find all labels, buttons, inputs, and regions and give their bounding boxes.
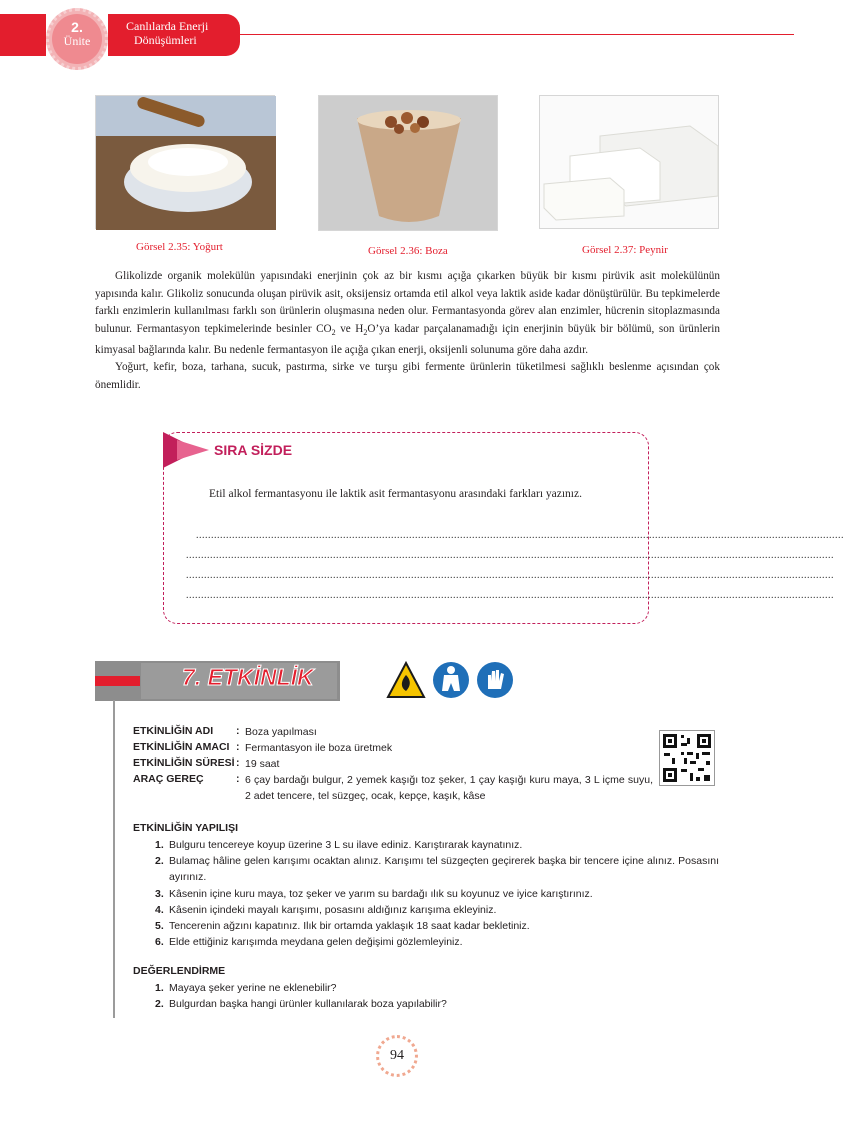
activity-title: 7. ETKİNLİK [182, 664, 314, 690]
unit-badge [52, 14, 102, 64]
answer-line[interactable]: ........................................................................................................................................................................................................................ [186, 550, 834, 561]
steps-heading: ETKİNLİĞİN YAPILIŞI [133, 822, 239, 834]
figure-caption-boza: Görsel 2.36: Boza [368, 245, 448, 257]
steps-list [133, 837, 719, 950]
boza-glass-icon [319, 96, 499, 232]
chapter-title-line2: Dönüşümleri [134, 33, 197, 47]
list-item: 5. Tencerenin ağzını kapatınız. Ilık bir ortamda yaklaşık 18 saat kadar bekletiniz. [155, 920, 530, 933]
activity-side-rule [113, 700, 115, 1018]
unit-label: Ünite [63, 34, 91, 48]
activity-name-value: Boza yapılması [245, 726, 317, 738]
figure-caption-yogurt: Görsel 2.35: Yoğurt [136, 241, 223, 253]
sira-sizde-question: Etil alkol fermantasyonu ile laktik asit fermantasyonu arasındaki farkları yazınız. [209, 488, 582, 500]
body-text [95, 268, 720, 394]
page-number: 94 [376, 1035, 418, 1077]
answer-line[interactable]: ........................................................................................................................................................................................................................ [196, 530, 844, 541]
protective-gloves-icon [476, 661, 514, 699]
cheese-image [539, 95, 719, 229]
activity-tools-value: 6 çay bardağı bulgur, 2 yemek kaşığı toz şeker, 1 çay kaşığı kuru maya, 3 L içme suyu, 2 adet tencere, tel süzgeç, ocak, kepçe, kaşık, kâse [245, 774, 653, 802]
evaluation-heading: DEĞERLENDİRME [133, 965, 226, 977]
activity-tools-label: ARAÇ GEREÇ [133, 773, 204, 785]
paragraph-2: Yoğurt, kefir, boza, tarhana, sucuk, pastırma, sirke ve turşu gibi fermente ürünlerin tüketilmesi sağlıklı beslenme açısından çok önemlidir. [95, 361, 720, 391]
activity-purpose-value: Fermantasyon ile boza üretmek [245, 742, 393, 754]
answer-line[interactable]: ........................................................................................................................................................................................................................ [186, 590, 834, 601]
list-item: 1. Mayaya şeker yerine ne eklenebilir? [155, 982, 337, 994]
boza-image [318, 95, 498, 231]
paragraph-1: Glikolizde organik molekülün yapısındaki enerjinin çok az bir kısmı açığa çıkarken büyük bir kısmı pirüvik asit molekülünün yapısında kalır. Glikoliz sonucunda oluşan pirüvik asit, oksijensiz ortamda etil alkol veya laktik aside kadar dönüştürülür. Bu tepkimelerde farklı enzimlerin kullanılması farklı son ürünlerin oluşmasına neden olur. Fermantasyonda görev alan enzimler, hücrenin sitoplazmasında bulunur. Fermantasyon tepkimelerinde besinler $CO_2$ ve $H_2O’ya$ kadar parçalanamadığı için enerjinin büyük bir bölümü, son ürünlerin kimyasal bağlarında kalır. Bu nedenle fermantasyon ile açığa çıkan enerji, oksijenli solunuma göre daha azdır. [95, 270, 720, 356]
protective-suit-icon [432, 661, 470, 699]
chapter-title-line1: Canlılarda Enerji [126, 19, 209, 33]
answer-line[interactable]: ........................................................................................................................................................................................................................ [186, 570, 834, 581]
list-item: 4. Kâsenin içindeki mayalı karışımı, posasını aldığınız karışıma ekleyiniz. [155, 903, 497, 916]
activity-duration-value: 19 saat [245, 758, 280, 770]
flammable-warning-icon [386, 661, 426, 699]
yogurt-image [95, 95, 275, 229]
header-rule [240, 34, 794, 35]
list-item: 6. Elde ettiğiniz karışımda meydana gelen değişimi gözlemleyiniz. [155, 936, 463, 949]
list-item: 2. Bulamaç hâline gelen karışımı ocaktan alınız. Karışımı tel süzgeçten geçirerek başka bir tencere içine alınız. Posasını ayırınız. [155, 855, 719, 884]
yogurt-bowl-icon [96, 96, 276, 230]
list-item: 1. Bulguru tencereye koyup üzerine 3 L su ilave ediniz. Karıştırarak kaynatınız. [155, 839, 523, 851]
chapter-tab [108, 14, 240, 56]
unit-number: 2. [71, 19, 83, 35]
activity-name-label: ETKİNLİĞİN ADI [133, 725, 214, 737]
evaluation-list [133, 980, 719, 1012]
figure-caption-cheese: Görsel 2.37: Peynir [582, 244, 668, 256]
list-item: 2. Bulgurdan başka hangi ürünler kullanılarak boza yapılabilir? [155, 998, 447, 1011]
activity-purpose-label: ETKİNLİĞİN AMACI [133, 741, 230, 753]
activity-banner-accent [95, 676, 140, 686]
sira-sizde-title: SIRA SİZDE [214, 442, 293, 458]
activity-duration-label: ETKİNLİĞİN SÜRESİ [133, 757, 235, 769]
qr-code[interactable] [659, 730, 715, 786]
header-left-band [0, 14, 46, 56]
sira-sizde-marker-icon [163, 430, 211, 470]
cheese-block-icon [540, 96, 720, 230]
qr-code-icon [660, 731, 714, 785]
list-item: 3. Kâsenin içine kuru maya, toz şeker ve yarım su bardağı ılık su koyunuz ve iyice karıştırınız. [155, 887, 593, 900]
